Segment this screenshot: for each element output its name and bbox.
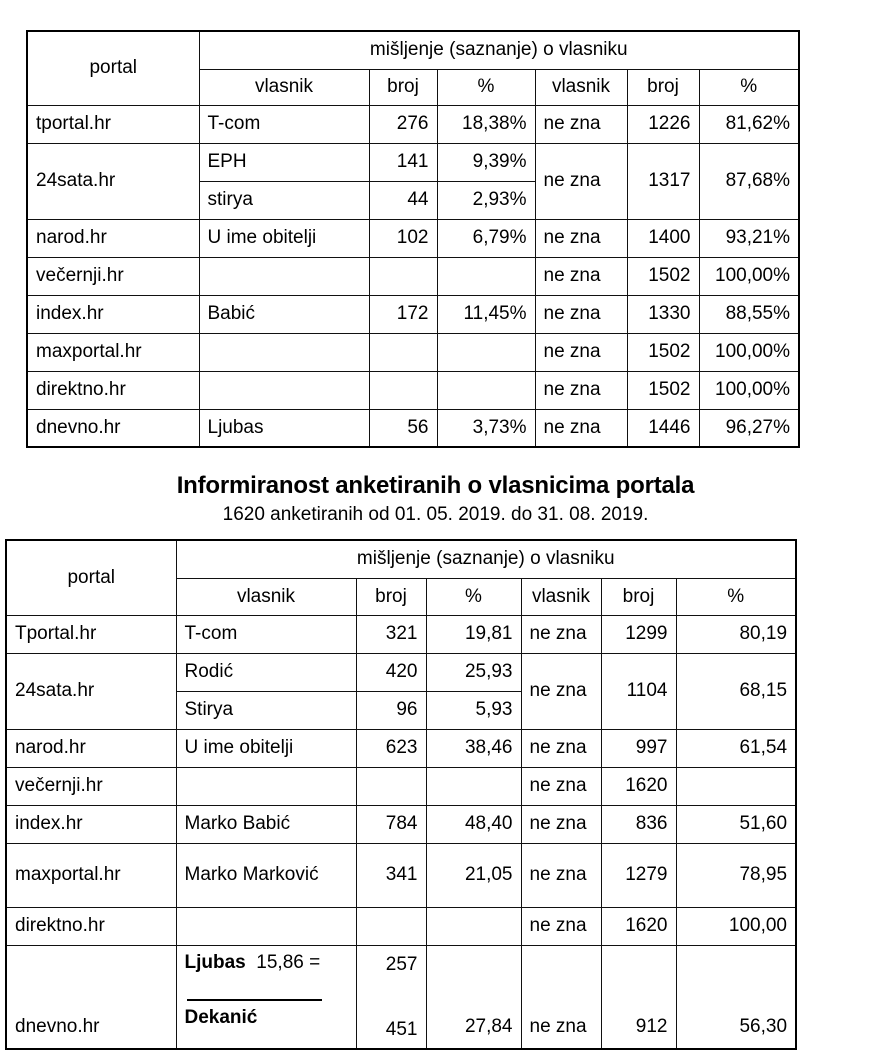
table-row [6, 945, 796, 1049]
table1-header-row-top [27, 31, 799, 69]
table1-cell-portal: maxportal.hr [27, 333, 199, 371]
table2-cell-portal: direktno.hr [6, 907, 176, 945]
table1-cell-nezna: ne zna [535, 371, 627, 409]
table2-cell-broj2: 912 [601, 945, 676, 1049]
table1-cell-portal: index.hr [27, 295, 199, 333]
page-subtitle: 1620 anketiranih od 01. 05. 2019. do 31. 08. 2019. [222, 503, 649, 525]
fraction-denominator: Dekanić [184, 1007, 258, 1029]
table2-cell-owner: U ime obitelji [176, 729, 356, 767]
table1-cell-pct2: 88,55% [699, 295, 799, 333]
table1-cell-portal: tportal.hr [27, 105, 199, 143]
survey-table-1-container [26, 30, 798, 448]
table1-cell-nezna: ne zna [535, 333, 627, 371]
table1-cell-portal: dnevno.hr [27, 409, 199, 447]
table-row [6, 653, 796, 691]
table1-cell-portal: 24sata.hr [27, 143, 199, 219]
table2-cell-portal: Tportal.hr [6, 615, 176, 653]
table1-header-broj-1: broj [369, 69, 437, 105]
table1-cell-pct1 [437, 371, 535, 409]
table-row [27, 371, 799, 409]
table1-cell-nezna: ne zna [535, 257, 627, 295]
table1-cell-broj1: 276 [369, 105, 437, 143]
table2-cell-portal: večernji.hr [6, 767, 176, 805]
table2-cell-broj2: 1299 [601, 615, 676, 653]
table1-header-group: mišljenje (saznanje) o vlasniku [199, 31, 799, 69]
table1-cell-nezna: ne zna [535, 143, 627, 219]
table1-cell-nezna: ne zna [535, 105, 627, 143]
table2-header-row-top [6, 540, 796, 578]
table1-cell-owner: U ime obitelji [199, 219, 369, 257]
table2-cell-nezna: ne zna [521, 945, 601, 1049]
table1-cell-pct1: 3,73% [437, 409, 535, 447]
fraction-bar [187, 999, 322, 1001]
table1-cell-broj1: 141 [369, 143, 437, 181]
table2-cell-pct1: 5,93 [426, 691, 521, 729]
table2-cell-pct2: 68,15 [676, 653, 796, 729]
table2-cell-pct1: 48,40 [426, 805, 521, 843]
table2-cell-broj1: 341 [356, 843, 426, 907]
table1-cell-broj1: 44 [369, 181, 437, 219]
table1-cell-pct2: 100,00% [699, 371, 799, 409]
table1-cell-owner [199, 371, 369, 409]
table-row [27, 409, 799, 447]
table2-header-broj-2: broj [601, 578, 676, 615]
table2-header-broj-1: broj [356, 578, 426, 615]
table1-cell-broj1: 56 [369, 409, 437, 447]
table1-header-pct-1: % [437, 69, 535, 105]
table2-cell-broj2: 1104 [601, 653, 676, 729]
table1-cell-portal: direktno.hr [27, 371, 199, 409]
table1-cell-broj2: 1226 [627, 105, 699, 143]
survey-table-1 [26, 30, 800, 448]
table1-cell-broj2: 1502 [627, 371, 699, 409]
table2-cell-broj1: 321 [356, 615, 426, 653]
table1-cell-broj1 [369, 333, 437, 371]
table2-cell-broj2: 836 [601, 805, 676, 843]
table-row [6, 615, 796, 653]
table1-cell-pct1 [437, 333, 535, 371]
table2-cell-owner [176, 907, 356, 945]
survey-table-2 [5, 539, 797, 1050]
table2-cell-owner: Stirya [176, 691, 356, 729]
table2-cell-nezna: ne zna [521, 653, 601, 729]
table1-cell-broj2: 1502 [627, 333, 699, 371]
table1-cell-pct2: 81,62% [699, 105, 799, 143]
table2-cell-broj1: 420 [356, 653, 426, 691]
table1-cell-owner: stirya [199, 181, 369, 219]
table2-cell-portal: maxportal.hr [6, 843, 176, 907]
table2-cell-pct2: 56,30 [676, 945, 796, 1049]
table-row [6, 907, 796, 945]
table2-cell-pct1: 27,84 [426, 945, 521, 1049]
table2-cell-nezna: ne zna [521, 843, 601, 907]
table1-cell-owner: Babić [199, 295, 369, 333]
table2-cell-pct2: 51,60 [676, 805, 796, 843]
title-block [0, 472, 871, 527]
table1-cell-pct1: 2,93% [437, 181, 535, 219]
table1-header-broj-2: broj [627, 69, 699, 105]
table1-cell-pct1 [437, 257, 535, 295]
table2-cell-nezna: ne zna [521, 805, 601, 843]
table2-cell-broj1: 451 [385, 1019, 418, 1041]
table1-cell-broj2: 1502 [627, 257, 699, 295]
table2-cell-broj1-numerator: 257 [385, 953, 418, 975]
table2-cell-owner: Marko Marković [176, 843, 356, 907]
table2-header-portal: portal [6, 540, 176, 615]
table-row [27, 143, 799, 181]
table1-cell-broj2: 1400 [627, 219, 699, 257]
table2-cell-nezna: ne zna [521, 767, 601, 805]
table2-cell-broj1 [356, 767, 426, 805]
table1-cell-owner [199, 257, 369, 295]
table-row [6, 767, 796, 805]
table2-cell-nezna: ne zna [521, 615, 601, 653]
table2-cell-broj2: 1279 [601, 843, 676, 907]
table2-cell-nezna: ne zna [521, 729, 601, 767]
table1-cell-pct1: 18,38% [437, 105, 535, 143]
table2-header-pct-1: % [426, 578, 521, 615]
table-row [6, 729, 796, 767]
fraction-numerator [185, 952, 348, 978]
table2-cell-pct1: 21,05 [426, 843, 521, 907]
table2-cell-broj1: 784 [356, 805, 426, 843]
table1-cell-pct2: 100,00% [699, 257, 799, 295]
table2-cell-pct2: 78,95 [676, 843, 796, 907]
table-row [27, 257, 799, 295]
table1-header-vlasnik-2: vlasnik [535, 69, 627, 105]
table-row [6, 805, 796, 843]
table1-cell-pct2: 100,00% [699, 333, 799, 371]
table1-cell-pct1: 6,79% [437, 219, 535, 257]
table-row [27, 105, 799, 143]
table2-cell-portal: index.hr [6, 805, 176, 843]
fraction [185, 952, 348, 1030]
table1-header-pct-2: % [699, 69, 799, 105]
table1-cell-pct2: 87,68% [699, 143, 799, 219]
table2-cell-pct1: 38,46 [426, 729, 521, 767]
table2-cell-pct1: 19,81 [426, 615, 521, 653]
table1-cell-portal: večernji.hr [27, 257, 199, 295]
table2-cell-broj1: 96 [356, 691, 426, 729]
table1-cell-broj1 [369, 371, 437, 409]
table1-cell-broj2: 1317 [627, 143, 699, 219]
table2-cell-owner-fraction [176, 945, 356, 1049]
table2-cell-pct2 [676, 767, 796, 805]
table2-cell-portal: narod.hr [6, 729, 176, 767]
table1-header-vlasnik-1: vlasnik [199, 69, 369, 105]
table1-header-portal: portal [27, 31, 199, 105]
table1-cell-broj1: 172 [369, 295, 437, 333]
table1-cell-pct2: 93,21% [699, 219, 799, 257]
table2-cell-broj1-stack [356, 945, 426, 1049]
fraction-numerator-name: Ljubas [184, 951, 246, 973]
table-row [27, 295, 799, 333]
table-row [6, 843, 796, 907]
table2-header-vlasnik-2: vlasnik [521, 578, 601, 615]
table2-cell-owner: Marko Babić [176, 805, 356, 843]
survey-table-2-container [5, 539, 795, 1050]
table1-cell-owner: Ljubas [199, 409, 369, 447]
table2-cell-nezna: ne zna [521, 907, 601, 945]
table-row [27, 219, 799, 257]
table2-header-group: mišljenje (saznanje) o vlasniku [176, 540, 796, 578]
fraction-numerator-value: 15,86 = [256, 951, 321, 973]
table2-cell-owner [176, 767, 356, 805]
table-row [27, 333, 799, 371]
table2-header-pct-2: % [676, 578, 796, 615]
table1-cell-pct1: 11,45% [437, 295, 535, 333]
table1-cell-owner [199, 333, 369, 371]
table1-cell-owner: T-com [199, 105, 369, 143]
table2-header-vlasnik-1: vlasnik [176, 578, 356, 615]
table2-cell-owner: T-com [176, 615, 356, 653]
table1-cell-pct2: 96,27% [699, 409, 799, 447]
table2-cell-portal: dnevno.hr [6, 945, 176, 1049]
table2-cell-portal: 24sata.hr [6, 653, 176, 729]
table1-cell-pct1: 9,39% [437, 143, 535, 181]
table2-cell-pct2: 80,19 [676, 615, 796, 653]
page-title: Informiranost anketiranih o vlasnicima portala [176, 472, 695, 499]
table2-cell-broj2: 997 [601, 729, 676, 767]
table1-cell-nezna: ne zna [535, 295, 627, 333]
table2-cell-broj2: 1620 [601, 767, 676, 805]
table1-cell-broj2: 1446 [627, 409, 699, 447]
table1-cell-owner: EPH [199, 143, 369, 181]
table2-cell-broj1: 623 [356, 729, 426, 767]
table2-cell-broj2: 1620 [601, 907, 676, 945]
table2-cell-owner: Rodić [176, 653, 356, 691]
table1-cell-broj2: 1330 [627, 295, 699, 333]
table1-cell-nezna: ne zna [535, 409, 627, 447]
table1-cell-broj1 [369, 257, 437, 295]
table2-cell-pct2: 61,54 [676, 729, 796, 767]
table1-cell-nezna: ne zna [535, 219, 627, 257]
table2-cell-broj1 [356, 907, 426, 945]
table2-cell-pct1 [426, 907, 521, 945]
table1-cell-broj1: 102 [369, 219, 437, 257]
table2-cell-pct1 [426, 767, 521, 805]
table2-cell-pct1: 25,93 [426, 653, 521, 691]
table1-cell-portal: narod.hr [27, 219, 199, 257]
table2-cell-pct2: 100,00 [676, 907, 796, 945]
